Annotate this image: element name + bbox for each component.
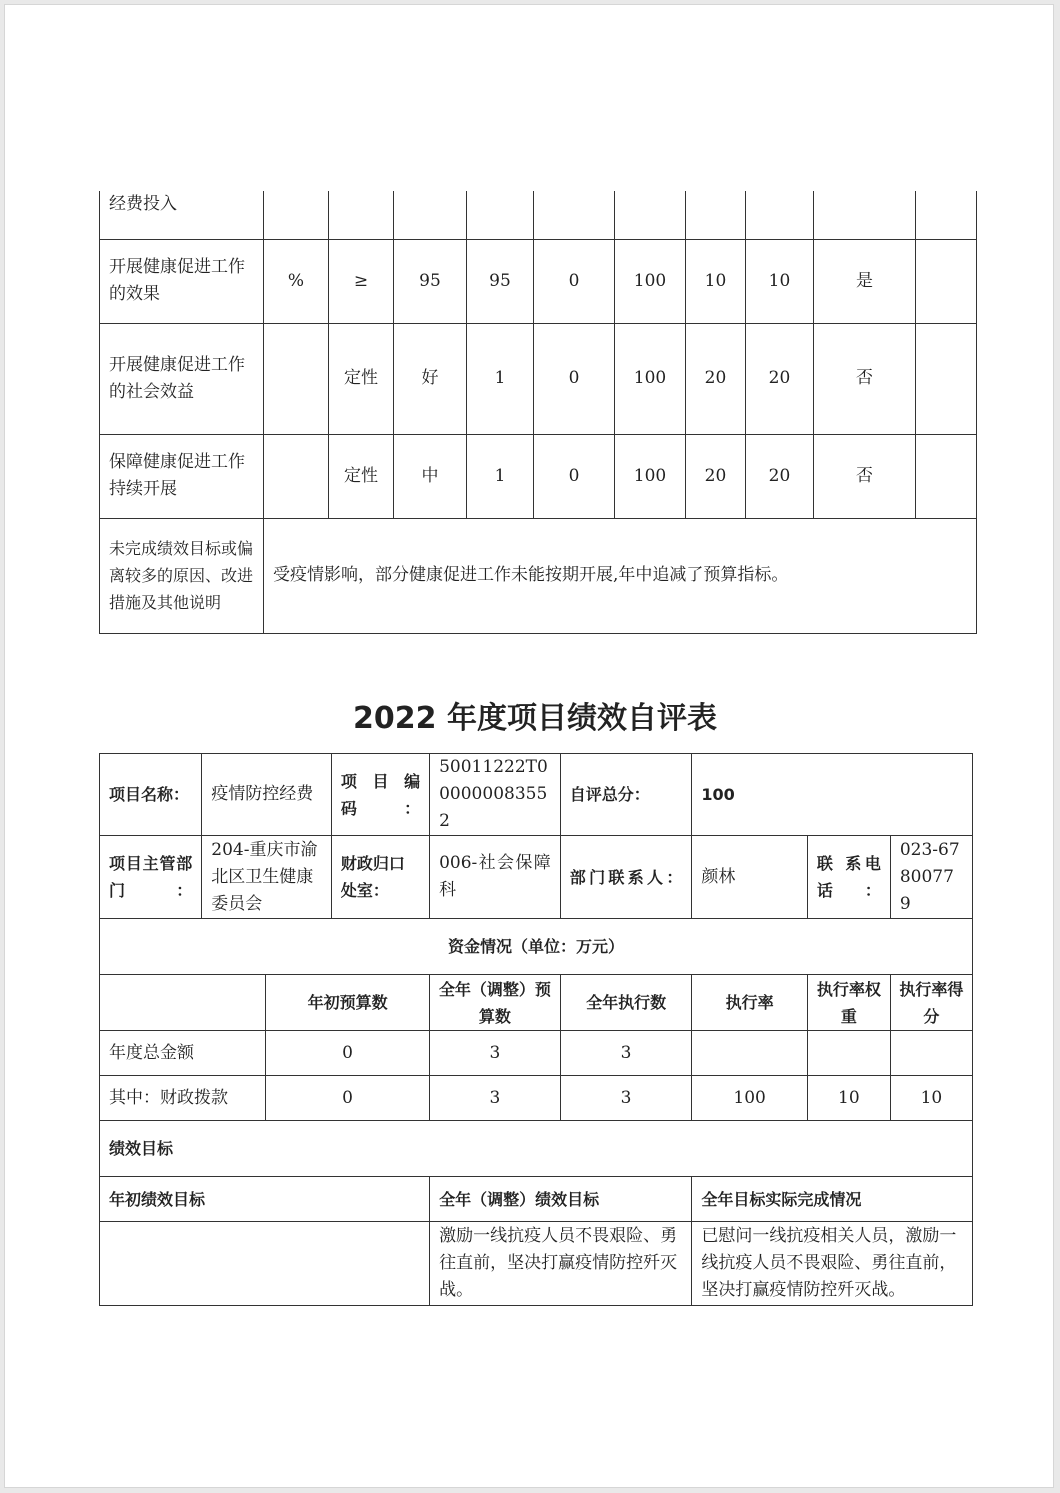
dept-value: 204-重庆市渝北区卫生健康委员会 <box>202 836 332 919</box>
indicator-unit <box>264 191 329 239</box>
funds-header-row <box>100 975 973 1031</box>
reason-text: 受疫情影响，部分健康促进工作未能按期开展,年中追减了预算指标。 <box>264 518 977 633</box>
indicator-actual <box>467 191 534 239</box>
project-name-label: 项目名称： <box>100 754 202 836</box>
funds-cell <box>890 1031 972 1076</box>
goals-adjusted: 激励一线抗疫人员不畏艰险、勇往直前，坚决打赢疫情防控歼灭战。 <box>430 1222 692 1306</box>
funds-row-label: 其中：财政拨款 <box>100 1076 266 1121</box>
indicator-row <box>100 239 977 323</box>
indicator-remark <box>916 323 977 434</box>
indicator-deviation: 0 <box>534 239 615 323</box>
project-row <box>100 754 973 836</box>
funds-header: 执行率 <box>692 975 807 1031</box>
document-page <box>4 4 1054 1488</box>
reason-row <box>100 518 977 633</box>
funds-cell <box>692 1031 807 1076</box>
indicator-op: 定性 <box>329 434 394 518</box>
indicator-weight: 20 <box>686 323 746 434</box>
indicator-op: ≥ <box>329 239 394 323</box>
funds-heading: 资金情况（单位：万元） <box>100 919 973 975</box>
page-title: 2022 年度项目绩效自评表 <box>353 701 717 736</box>
indicator-actual: 95 <box>467 239 534 323</box>
funds-row <box>100 1031 973 1076</box>
funds-cell <box>807 1031 890 1076</box>
funds-cell: 3 <box>560 1076 692 1121</box>
reason-label: 未完成绩效目标或偏离较多的原因、改进措施及其他说明 <box>100 518 264 633</box>
finance-value: 006-社会保障科 <box>430 836 561 919</box>
goals-col-adjusted: 全年（调整）绩效目标 <box>430 1177 692 1222</box>
contact-value: 颜林 <box>692 836 807 919</box>
funds-cell: 10 <box>890 1076 972 1121</box>
funds-cell: 100 <box>692 1076 807 1121</box>
indicator-score <box>746 191 814 239</box>
indicator-score: 20 <box>746 323 814 434</box>
funds-header-blank <box>100 975 266 1031</box>
funds-cell: 10 <box>807 1076 890 1121</box>
indicator-score: 10 <box>746 239 814 323</box>
indicator-target: 95 <box>394 239 467 323</box>
self-score-label: 自评总分： <box>560 754 692 836</box>
funds-header: 全年执行数 <box>560 975 692 1031</box>
project-code: 50011222T000000083552 <box>430 754 561 836</box>
indicator-deviation: 0 <box>534 434 615 518</box>
project-dept-row <box>100 836 973 919</box>
self-evaluation-table <box>99 753 973 1306</box>
finance-label: 财政归口处室： <box>331 836 429 919</box>
goals-col-actual: 全年目标实际完成情况 <box>692 1177 973 1222</box>
funds-heading-row <box>100 919 973 975</box>
goals-initial <box>100 1222 430 1306</box>
indicator-name: 开展健康促进工作的效果 <box>100 239 264 323</box>
indicator-achieved: 是 <box>814 239 916 323</box>
contact-label: 部门联系人： <box>560 836 692 919</box>
phone-label: 联 系电话： <box>807 836 890 919</box>
goals-header-row <box>100 1177 973 1222</box>
funds-header: 执行率得分 <box>890 975 972 1031</box>
indicator-weight: 10 <box>686 239 746 323</box>
indicator-target: 中 <box>394 434 467 518</box>
indicator-row <box>100 323 977 434</box>
indicator-remark <box>916 191 977 239</box>
indicator-rate <box>615 191 686 239</box>
indicator-unit <box>264 323 329 434</box>
indicator-target: 好 <box>394 323 467 434</box>
indicator-op <box>329 191 394 239</box>
indicator-row <box>100 191 977 239</box>
goals-col-initial: 年初绩效目标 <box>100 1177 430 1222</box>
goals-heading-row <box>100 1121 973 1177</box>
indicator-remark <box>916 434 977 518</box>
funds-header: 执行率权重 <box>807 975 890 1031</box>
indicator-table <box>99 191 977 634</box>
indicator-unit <box>264 434 329 518</box>
funds-cell: 0 <box>266 1076 430 1121</box>
indicator-rate: 100 <box>615 434 686 518</box>
funds-cell: 3 <box>430 1076 561 1121</box>
indicator-remark <box>916 239 977 323</box>
goals-actual: 已慰问一线抗疫相关人员，激励一线抗疫人员不畏艰险、勇往直前，坚决打赢疫情防控歼灭战。 <box>692 1222 973 1306</box>
indicator-unit: % <box>264 239 329 323</box>
funds-header: 全年（调整）预算数 <box>430 975 561 1031</box>
indicator-weight: 20 <box>686 434 746 518</box>
indicator-name: 保障健康促进工作持续开展 <box>100 434 264 518</box>
funds-cell: 3 <box>430 1031 561 1076</box>
goals-heading: 绩效目标 <box>100 1121 973 1177</box>
funds-cell: 0 <box>266 1031 430 1076</box>
funds-row <box>100 1076 973 1121</box>
funds-header: 年初预算数 <box>266 975 430 1031</box>
indicator-achieved: 否 <box>814 434 916 518</box>
project-name: 疫情防控经费 <box>202 754 332 836</box>
indicator-rate: 100 <box>615 323 686 434</box>
indicator-target <box>394 191 467 239</box>
funds-row-label: 年度总金额 <box>100 1031 266 1076</box>
indicator-actual: 1 <box>467 434 534 518</box>
indicator-weight <box>686 191 746 239</box>
indicator-achieved: 否 <box>814 323 916 434</box>
indicator-deviation: 0 <box>534 323 615 434</box>
indicator-score: 20 <box>746 434 814 518</box>
indicator-name: 开展健康促进工作的社会效益 <box>100 323 264 434</box>
goals-row <box>100 1222 973 1306</box>
indicator-deviation <box>534 191 615 239</box>
indicator-actual: 1 <box>467 323 534 434</box>
project-code-label: 项 目 编码： <box>331 754 429 836</box>
indicator-name: 经费投入 <box>100 191 264 239</box>
dept-label: 项目主管部门： <box>100 836 202 919</box>
funds-cell: 3 <box>560 1031 692 1076</box>
indicator-row <box>100 434 977 518</box>
indicator-op: 定性 <box>329 323 394 434</box>
indicator-rate: 100 <box>615 239 686 323</box>
indicator-achieved <box>814 191 916 239</box>
self-score: 100 <box>692 754 973 836</box>
phone-value: 023-67800779 <box>890 836 972 919</box>
